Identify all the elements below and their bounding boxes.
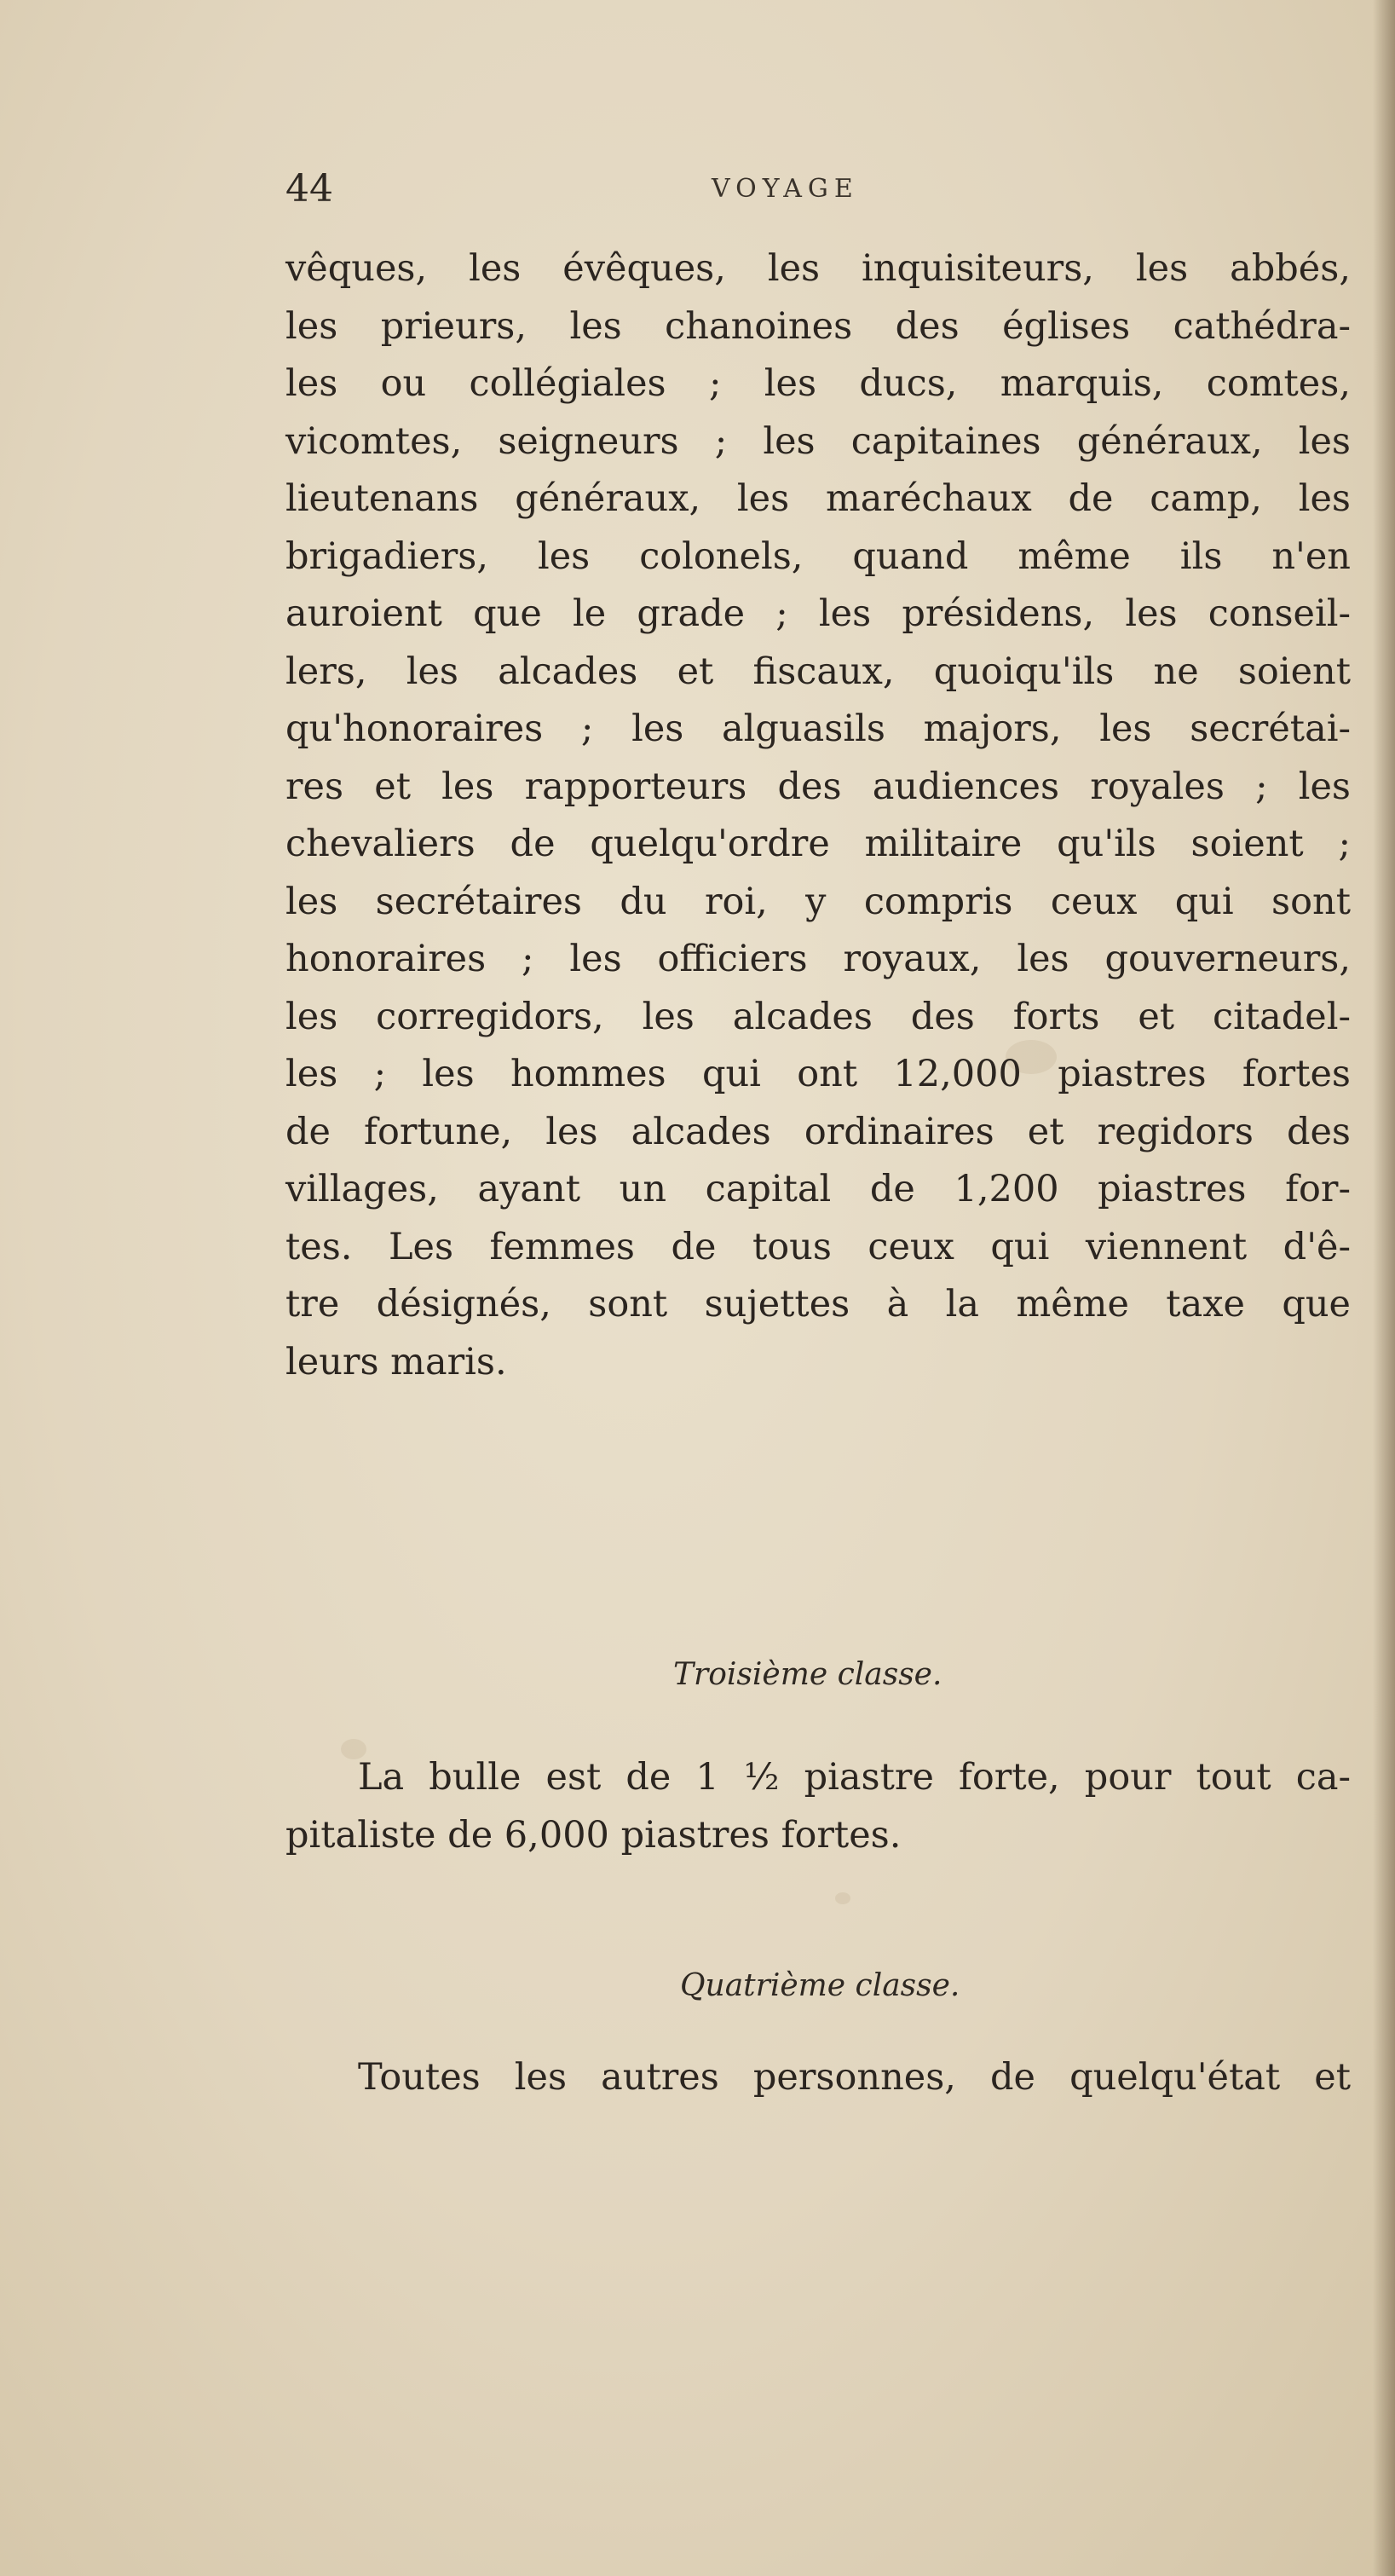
paper-stain — [835, 1892, 850, 1904]
text-line: pitaliste de 6,000 piastres fortes. — [285, 1813, 902, 1857]
text-line: vicomtes, seigneurs ; les capitaines généraux, les — [285, 419, 1351, 463]
text-line: chevaliers de quelqu'ordre militaire qu'ils soient ; — [285, 823, 1351, 865]
page-edge-shadow — [1373, 0, 1395, 2576]
text-line: villages, ayant un capital de 1,200 piastres for- — [285, 1168, 1351, 1210]
section-heading-third-class: Troisième classe. — [673, 1657, 942, 1692]
text-line: tes. Les femmes de tous ceux qui viennent d'ê- — [285, 1225, 1351, 1268]
text-line: leurs maris. — [285, 1340, 507, 1383]
text-line: lieutenans généraux, les maréchaux de camp, les — [285, 477, 1351, 520]
paragraph-third-class — [285, 1749, 1351, 1864]
text-line: qu'honoraires ; les alguasils majors, les secrétai- — [285, 708, 1351, 750]
text-line: les ; les hommes qui ont 12,000 piastres fortes — [285, 1053, 1351, 1095]
text-line: les prieurs, les chanoines des églises cathédra- — [285, 304, 1351, 348]
paragraph-fourth-class — [285, 2049, 1351, 2107]
text-line: brigadiers, les colonels, quand même ils n'en — [285, 534, 1351, 578]
text-line: honoraires ; les officiers royaux, les gouverneurs, — [285, 938, 1351, 980]
text-line: vêques, les évêques, les inquisiteurs, les abbés, — [285, 247, 1351, 290]
text-line: res et les rapporteurs des audiences royales ; les — [285, 765, 1351, 808]
text-line: de fortune, les alcades ordinaires et regidors des — [285, 1110, 1351, 1153]
main-paragraph — [285, 240, 1351, 1391]
text-line: les ou collégiales ; les ducs, marquis, comtes, — [285, 362, 1351, 405]
text-line: les secrétaires du roi, y compris ceux qui sont — [285, 880, 1351, 923]
text-line: auroient que le grade ; les présidens, les conseil- — [285, 592, 1351, 635]
text-line: les corregidors, les alcades des forts et citadel- — [285, 995, 1351, 1038]
text-line: lers, les alcades et fiscaux, quoiqu'ils ne soient — [285, 650, 1351, 693]
text-line: La bulle est de 1 ½ piastre forte, pour tout ca- — [358, 1756, 1351, 1799]
text-line: tre désignés, sont sujettes à la même taxe que — [285, 1283, 1351, 1326]
text-line: Toutes les autres personnes, de quelqu'état et — [358, 2056, 1351, 2099]
page-number: 44 — [285, 167, 333, 211]
running-title: VOYAGE — [712, 174, 859, 204]
section-heading-fourth-class: Quatrième classe. — [680, 1968, 960, 2003]
running-header — [285, 164, 933, 215]
